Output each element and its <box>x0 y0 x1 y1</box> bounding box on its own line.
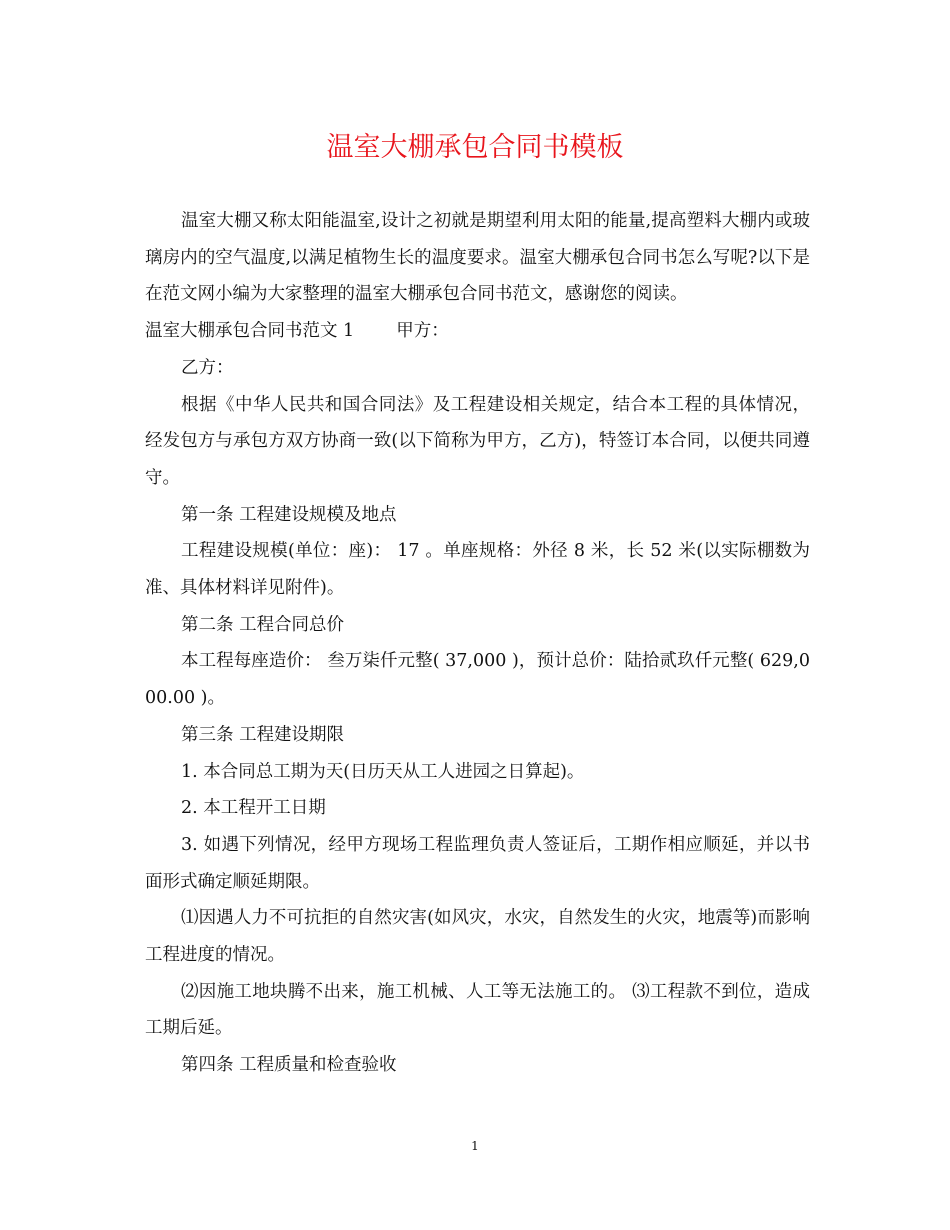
document-title: 温室大棚承包合同书模板 <box>326 132 624 163</box>
party-a-label: 甲方： <box>396 321 449 342</box>
article-1-title: 第一条 工程建设规模及地点 <box>181 504 397 525</box>
intro-paragraph: 温室大棚又称太阳能温室,设计之初就是期望利用太阳的能量,提高塑料大棚内或玻璃房内的空气温度,以满足植物生长的温度要求。温室大棚承包合同书怎么写呢?以下是在范文网小编为大家整理的温室大棚承包合同书范文，感谢您的阅读。 <box>145 211 810 305</box>
article-4-title: 第四条 工程质量和检查验收 <box>181 1055 397 1076</box>
document-body <box>145 203 810 1084</box>
page-number: 1 <box>471 1139 479 1153</box>
article-2-text: 本工程每座造价： 叁万柒仟元整( 37,000 )，预计总价：陆拾贰玖仟元整( 629,000.00 )。 <box>145 651 810 709</box>
article-3-item-2: 2. 本工程开工日期 <box>181 798 326 819</box>
article-3-item-3: 3. 如遇下列情况，经甲方现场工程监理负责人签证后，工期作相应顺延，并以书面形式确定顺延期限。 <box>145 834 810 892</box>
article-1-text: 工程建设规模(单位：座)： 17 。单座规格：外径 8 米，长 52 米(以实际棚数为准、具体材料详见附件)。 <box>145 541 810 599</box>
sample-heading-line <box>145 313 810 350</box>
preamble-paragraph: 根据《中华人民共和国合同法》及工程建设相关规定，结合本工程的具体情况，经发包方与承包方双方协商一致(以下简称为甲方，乙方)，特签订本合同，以便共同遵守。 <box>145 394 810 488</box>
article-3-item-1: 1. 本合同总工期为天(日历天从工人进园之日算起)。 <box>181 761 585 782</box>
article-2-title: 第二条 工程合同总价 <box>181 614 345 635</box>
article-3-case-2: ⑵因施工地块腾不出来，施工机械、人工等无法施工的。 ⑶工程款不到位，造成工期后延。 <box>145 981 810 1039</box>
party-b-label: 乙方： <box>181 357 234 378</box>
article-3-title: 第三条 工程建设期限 <box>181 724 345 745</box>
article-3-case-1: ⑴因遇人力不可抗拒的自然灾害(如风灾，水灾，自然发生的火灾，地震等)而影响工程进度的情况。 <box>145 908 810 966</box>
sample-heading: 温室大棚承包合同书范文 1 <box>145 321 355 342</box>
